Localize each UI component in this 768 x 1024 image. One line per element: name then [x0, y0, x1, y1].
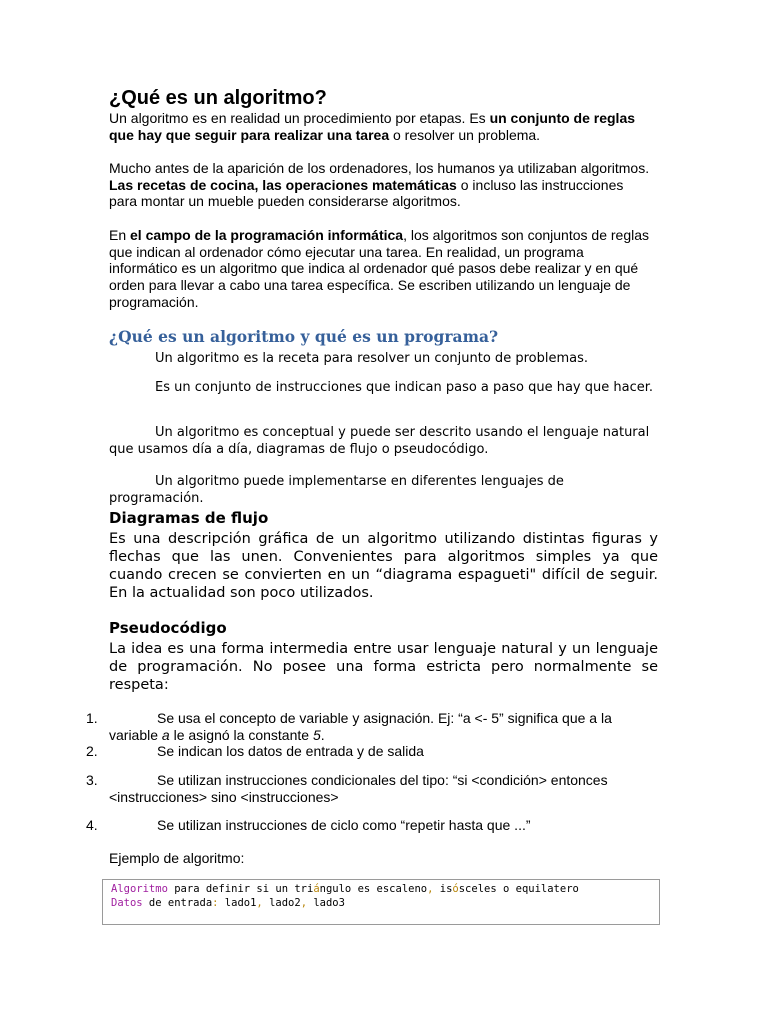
intro-paragraph-3	[109, 227, 654, 311]
code-run: ngulo es escaleno	[319, 883, 428, 895]
code-punct: ,	[427, 883, 434, 895]
code-block	[102, 879, 660, 925]
list-item-text: Se utilizan instrucciones condicionales del tipo: “si <condición> entonces <instrucciones> sino <instrucciones>	[109, 772, 608, 805]
code-run: is	[433, 883, 453, 895]
code-punct: :	[212, 896, 219, 909]
code-run: lado3	[307, 896, 345, 909]
pseudo-paragraph: La idea es una forma intermedia entre usar lenguaje natural y un lenguaje de programación. No posee una forma estricta pero normalmente se respeta:	[109, 641, 658, 693]
code-punct: ,	[256, 896, 263, 909]
intro-paragraph-2	[109, 160, 654, 210]
code-accent-char: ó	[452, 883, 459, 895]
code-text	[111, 883, 651, 910]
code-keyword: Datos	[111, 896, 143, 909]
section2-paragraph-1: Un algoritmo es la receta para resolver un conjunto de problemas.	[155, 351, 588, 366]
code-run: lado2	[262, 896, 301, 909]
list-number: 3.	[86, 772, 98, 788]
code-accent-char: á	[313, 883, 320, 895]
bold-run: Las recetas de cocina, las operaciones matemáticas	[109, 176, 457, 193]
section2-paragraph-4: Un algoritmo puede implementarse en diferentes lenguajes de programación.	[109, 474, 564, 506]
text-run: le asignó la constante	[169, 726, 313, 743]
section2-paragraph-3: Un algoritmo es conceptual y puede ser descrito usando el lenguaje natural que usamos día a día, diagramas de flujo o pseudocódigo.	[109, 425, 650, 457]
example-label: Ejemplo de algoritmo:	[109, 850, 245, 866]
text-run: .	[320, 726, 325, 743]
code-run: para definir si un tri	[167, 883, 314, 895]
list-item-text: Se utilizan instrucciones de ciclo como “repetir hasta que ...”	[157, 817, 531, 833]
code-run: sceles o equilatero	[458, 883, 579, 895]
text-run: o incluso las instrucciones para montar un mueble pueden considerarse algoritmos.	[109, 176, 624, 210]
list-number: 1.	[86, 710, 98, 726]
flow-paragraph: Es una descripción gráfica de un algoritmo utilizando distintas figuras y flechas que las unen. Convenientes para algoritmos simples ya que cuando crecen se convierten en un “diagrama espagueti" difícil de seguir. En la actualidad son poco utilizados.	[109, 531, 658, 601]
code-run: lado1	[218, 896, 257, 909]
list-number: 4.	[86, 817, 98, 833]
code-punct: ,	[300, 896, 308, 909]
section2-paragraph-2: Es un conjunto de instrucciones que indican paso a paso que hay que hacer.	[155, 380, 654, 395]
bold-run: un conjunto de reglas que hay que seguir para realizar una tarea	[109, 110, 636, 143]
section-heading-diagramas: Diagramas de flujo	[109, 509, 269, 527]
text-run: Un algoritmo es en realidad un procedimiento por etapas. Es	[109, 110, 490, 126]
italic-run: a	[161, 726, 170, 743]
list-number: 2.	[86, 743, 98, 759]
text-run: Mucho antes de la aparición de los ordenadores, los humanos ya utilizaban algoritmos.	[109, 160, 650, 176]
code-run: de entrada	[142, 896, 213, 909]
text-run: , los algoritmos son conjuntos de reglas que indican al ordenador cómo ejecutar una tarea. En realidad, un programa informático es un algoritmo que indica al ordenador qué pasos debe realizar y en qué orden para llevar a cabo una tarea específica. Se escriben utilizando un lenguaje de programación.	[109, 227, 650, 310]
page-title: ¿Qué es un algoritmo?	[109, 87, 327, 109]
text-run: o resolver un problema.	[389, 126, 541, 143]
intro-paragraph-1	[109, 110, 654, 143]
list-item-text: Se indican los datos de entrada y de salida	[157, 743, 424, 759]
text-run: En	[109, 227, 131, 243]
list-item-text	[109, 710, 657, 743]
bold-run: el campo de la programación informática	[130, 227, 404, 243]
code-keyword: Algoritmo	[111, 883, 168, 895]
section-heading-algoritmo-programa: ¿Qué es un algoritmo y qué es un programa?	[109, 327, 499, 346]
text-run: Se usa el concepto de variable y asignación. Ej: “a <- 5” significa que a la variable	[109, 710, 612, 743]
section-heading-pseudocodigo: Pseudocódigo	[109, 619, 227, 637]
italic-run: 5	[312, 726, 321, 743]
